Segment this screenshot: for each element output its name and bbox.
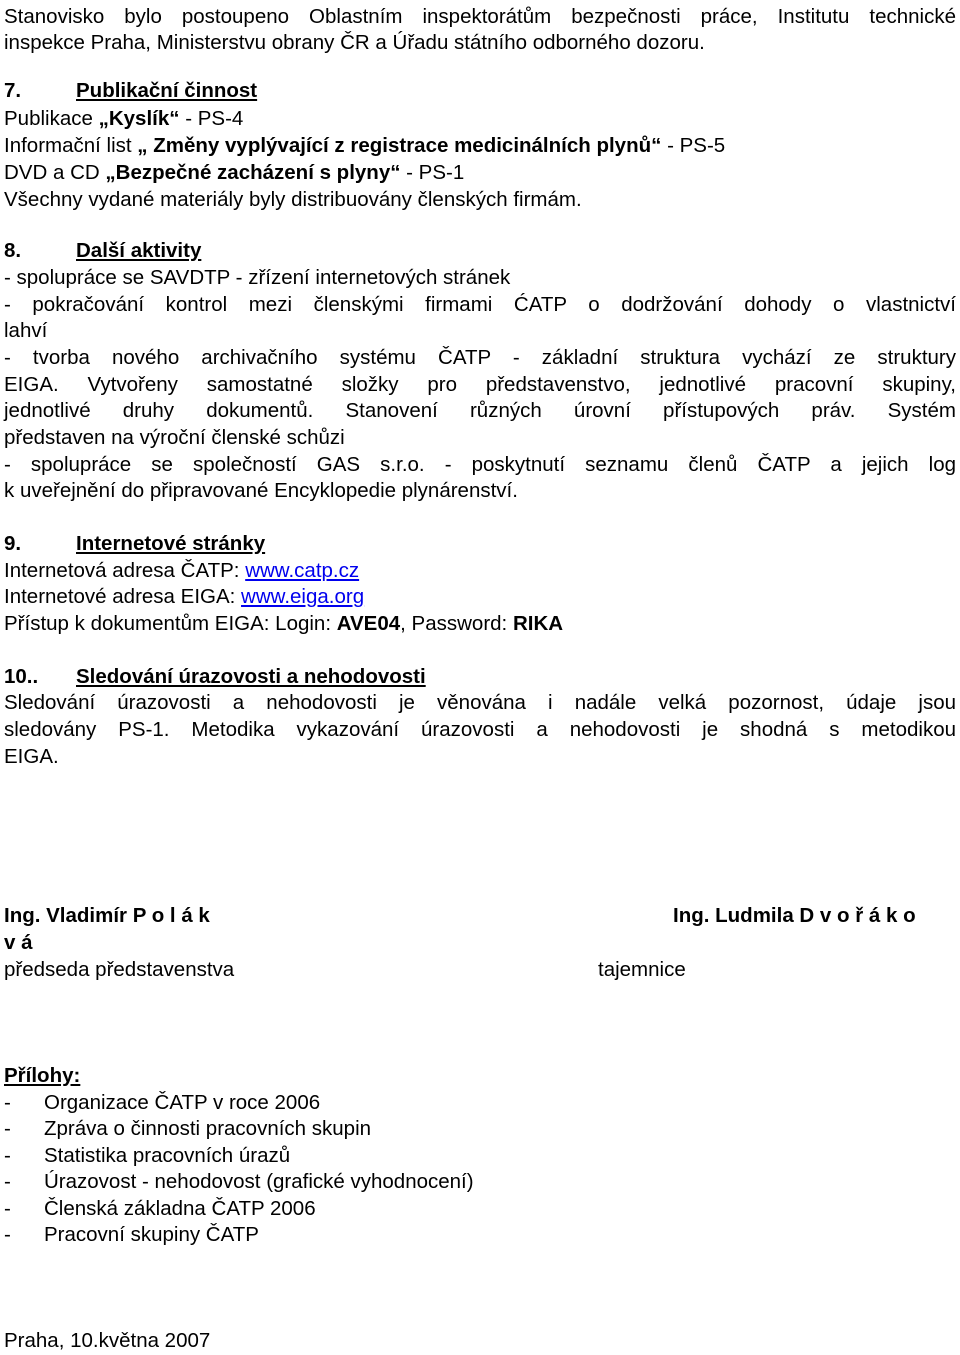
password-value: RIKA — [512, 612, 564, 635]
eiga-link[interactable]: www.eiga.org — [241, 585, 365, 608]
publication-title: „Kyslík“ — [98, 107, 180, 130]
info-sheet-line: Informační list „ Změny vyplývající z registrace medicinálních plynů“ - PS-5 — [4, 134, 726, 157]
signature-left-name-cont: v á — [4, 931, 33, 954]
section-number: 10.. — [4, 665, 39, 688]
activity-line-1: - spolupráce se SAVDTP - zřízení internetových stránek — [4, 266, 511, 289]
signature-left-role: předseda představenstva — [4, 958, 235, 981]
intro-line-1: Stanovisko bylo postoupeno Oblastním inspektorátům bezpečnosti práce, Institutu technické — [4, 5, 956, 28]
activity-line-3: lahví — [4, 319, 48, 342]
distribution-line: Všechny vydané materiály byly distribuovány členských firmám. — [4, 188, 582, 211]
section-number: 8. — [4, 239, 22, 262]
section-number: 9. — [4, 532, 22, 555]
attachment-item: - Zpráva o činnosti pracovních skupin — [4, 1117, 372, 1140]
activity-line-8: - spolupráce se společností GAS s.r.o. - poskytnutí seznamu členů ČATP a jejich log — [4, 453, 956, 476]
section-title: Publikační činnost — [76, 79, 258, 102]
signature-right-name: Ing. Ludmila D v o ř á k o — [673, 904, 916, 927]
section-9-heading — [4, 531, 265, 557]
activity-line-6: jednotlivé druhy dokumentů. Stanovení různých úrovní přístupových práv. Systém — [4, 399, 956, 422]
attachment-item: - Členská základna ČATP 2006 — [4, 1197, 316, 1220]
publication-line: Publikace „Kyslík“ - PS-4 — [4, 107, 244, 130]
dvd-title: „Bezpečné zacházení s plyny“ — [105, 161, 401, 184]
attachment-item: - Pracovní skupiny ČATP — [4, 1223, 259, 1246]
activity-line-5: EIGA. Vytvořeny samostatné složky pro představenstvo, jednotlivé pracovní skupiny, — [4, 373, 956, 396]
injury-line-3: EIGA. — [4, 745, 59, 768]
signature-left-name: Ing. Vladimír P o l á k — [4, 904, 210, 927]
place-date: Praha, 10.května 2007 — [4, 1329, 211, 1352]
signature-right-role: tajemnice — [598, 958, 686, 981]
section-8-heading — [4, 238, 201, 264]
injury-line-2: sledovány PS-1. Metodika vykazování úrazovosti a nehodovosti je shodná s metodikou — [4, 718, 956, 741]
activity-line-2: - pokračování kontrol mezi členskými firmami ĆATP o dodržování dohody o vlastnictví — [4, 293, 956, 316]
login-value: AVE04 — [336, 612, 401, 635]
section-title: Sledování úrazovosti a nehodovosti — [76, 665, 426, 688]
activity-line-7: představen na výroční členské schůzi — [4, 426, 345, 449]
intro-line-2: inspekce Praha, Ministerstvu obrany ČR a Úřadu státního odborného dozoru. — [4, 31, 705, 54]
eiga-address-line: Internetové adresa EIGA: www.eiga.org — [4, 585, 365, 608]
section-7-heading — [4, 78, 257, 104]
activity-line-4: - tvorba nového archivačního systému ČATP - základní struktura vychází ze struktury — [4, 346, 956, 369]
attachment-item: - Organizace ČATP v roce 2006 — [4, 1091, 321, 1114]
attachments-heading: Přílohy: — [4, 1064, 81, 1087]
section-title: Další aktivity — [76, 239, 202, 262]
access-line: Přístup k dokumentům EIGA: Login: AVE04, Password: RIKA — [4, 612, 564, 635]
catp-link[interactable]: www.catp.cz — [245, 559, 360, 582]
dvd-line: DVD a CD „Bezpečné zacházení s plyny“ - PS-1 — [4, 161, 465, 184]
section-number: 7. — [4, 79, 22, 102]
injury-line-1: Sledování úrazovosti a nehodovosti je věnována i nadále velká pozornost, údaje jsou — [4, 691, 956, 714]
activity-line-9: k uveřejnění do připravované Encyklopedie plynárenství. — [4, 479, 518, 502]
attachment-item: - Úrazovost - nehodovost (grafické vyhodnocení) — [4, 1170, 474, 1193]
info-sheet-title: „ Změny vyplývající z registrace medicinálních plynů“ — [137, 134, 662, 157]
attachment-item: - Statistika pracovních úrazů — [4, 1144, 291, 1167]
catp-address-line: Internetová adresa ČATP: www.catp.cz — [4, 559, 360, 582]
section-10-heading — [4, 664, 426, 690]
section-title: Internetové stránky — [76, 532, 266, 555]
